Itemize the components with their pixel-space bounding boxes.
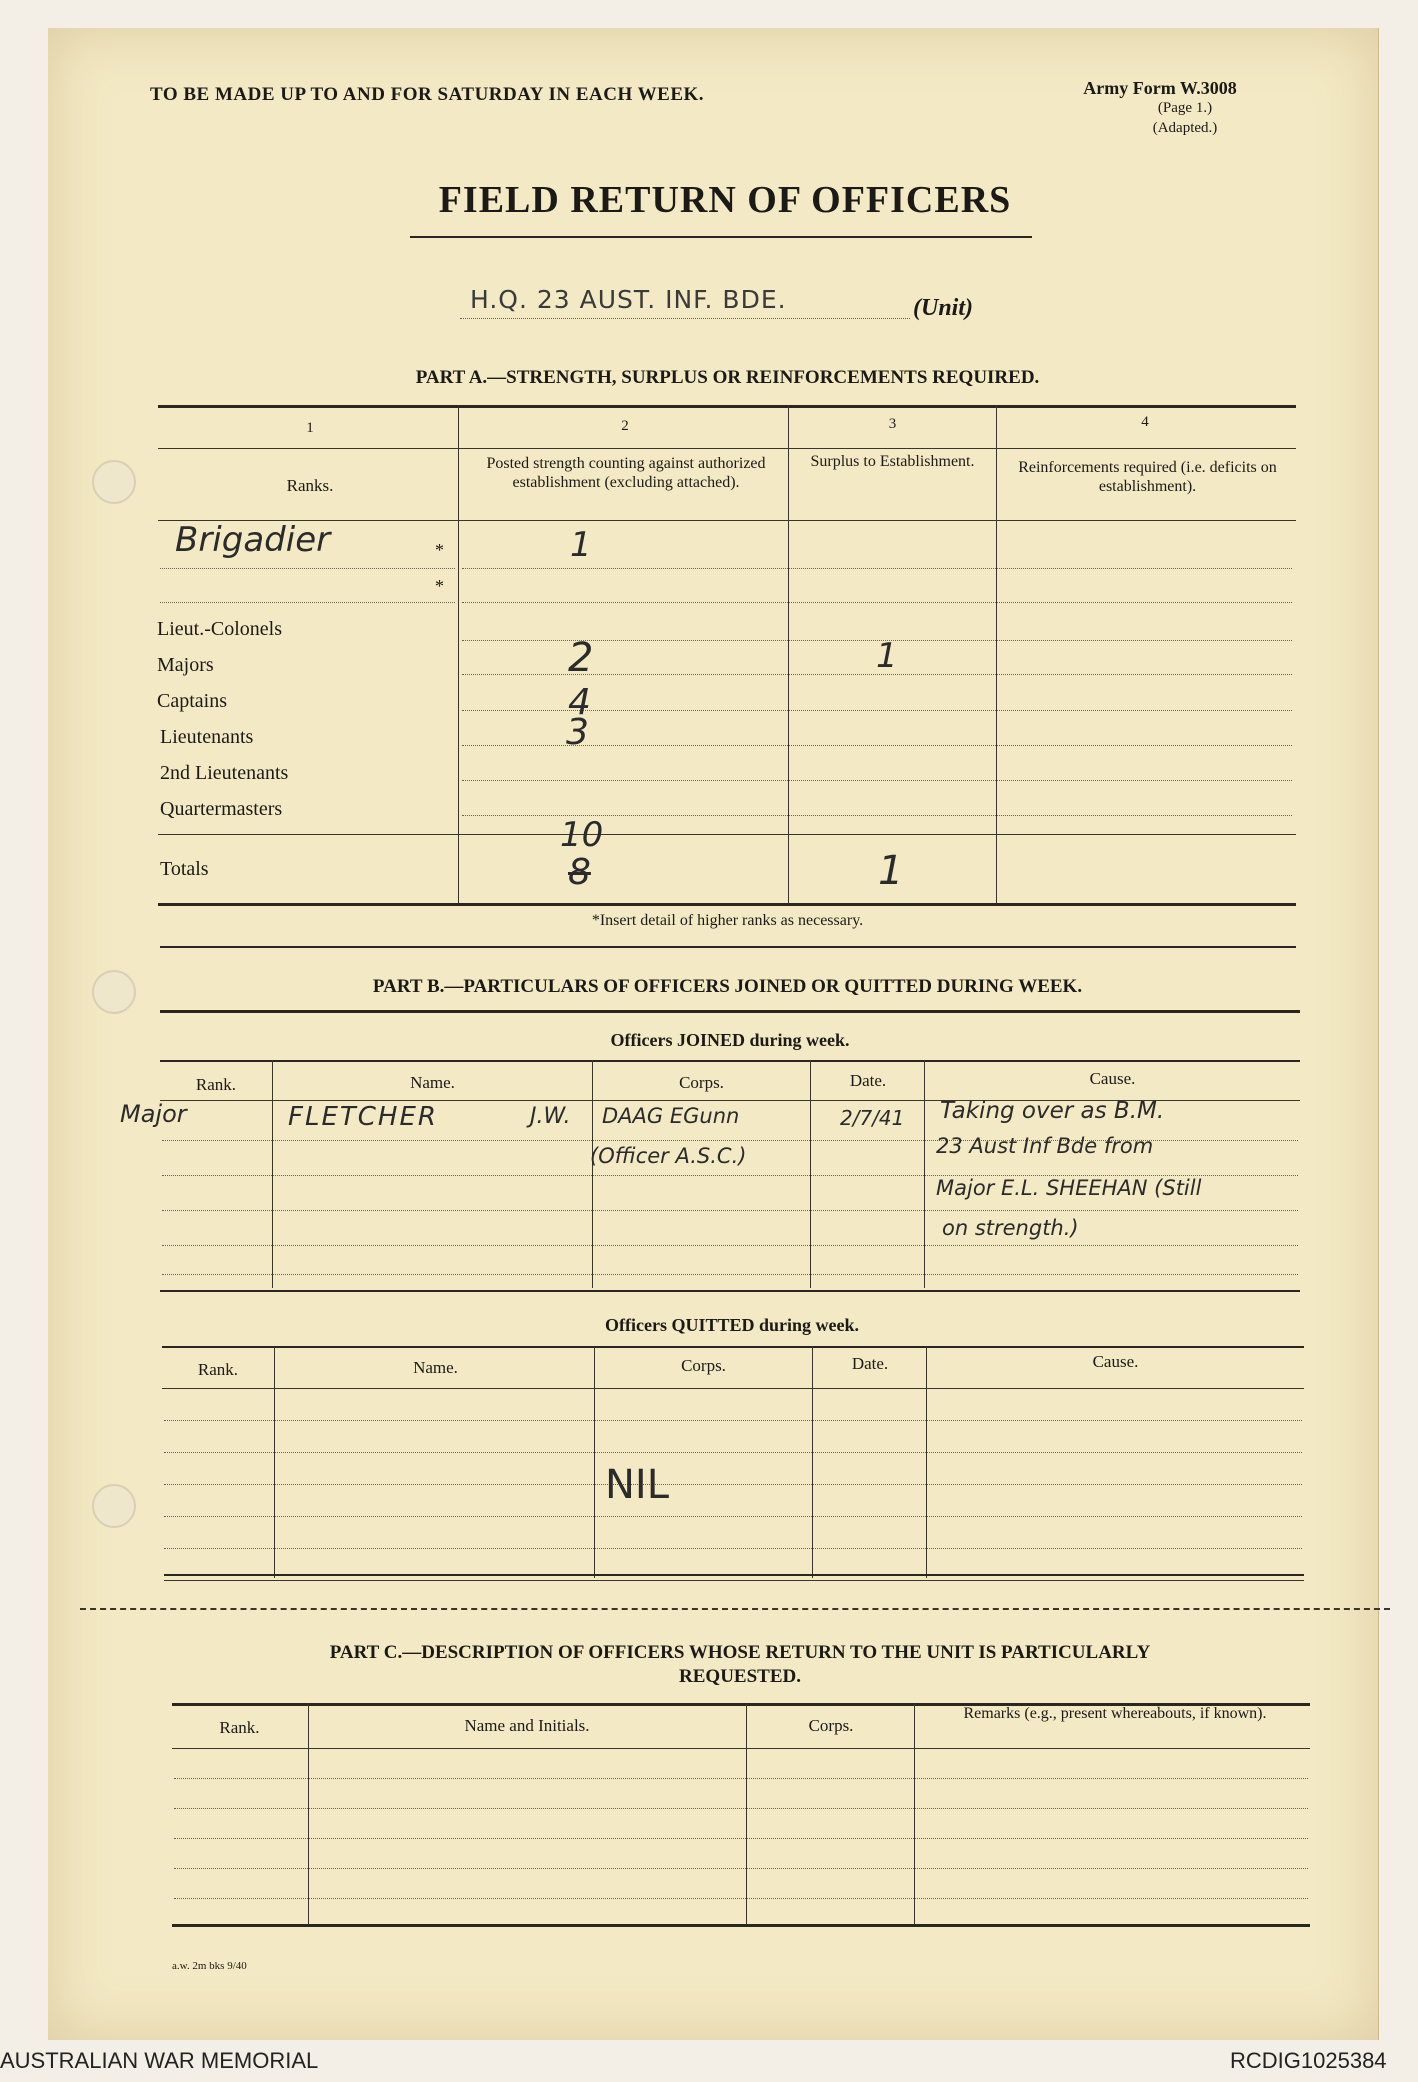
tear-line bbox=[80, 1608, 1390, 1610]
surplus-value: 1 bbox=[876, 636, 898, 676]
col-header-remarks: Remarks (e.g., present whereabouts, if known). bbox=[963, 1705, 1267, 1722]
punch-hole bbox=[92, 970, 136, 1014]
col-header-rank: Rank. bbox=[195, 1075, 237, 1094]
part-c-title-1: PART C.—DESCRIPTION OF OFFICERS WHOSE RETURN TO THE UNIT IS PARTICULARLY bbox=[329, 1642, 1151, 1663]
posted-value: 3 bbox=[566, 712, 589, 753]
posted-value: 2 bbox=[568, 635, 594, 681]
col-header-corps: Corps. bbox=[679, 1073, 724, 1092]
quitted-title: Officers QUITTED during week. bbox=[605, 1315, 859, 1335]
archive-label: AUSTRALIAN WAR MEMORIAL bbox=[0, 2048, 319, 2073]
part-a-footnote: *Insert detail of higher ranks as necessary. bbox=[591, 912, 864, 929]
joined-name: FLETCHER bbox=[288, 1102, 438, 1132]
col-header-name-initials: Name and Initials. bbox=[464, 1716, 590, 1735]
rank-star: * bbox=[435, 576, 444, 596]
col-header-name: Name. bbox=[413, 1358, 458, 1377]
col-header-corps: Corps. bbox=[808, 1716, 854, 1735]
joined-cause-1: Taking over as B.M. bbox=[940, 1098, 1165, 1124]
archive-id: RCDIG1025384 bbox=[1230, 2048, 1387, 2073]
col-header-posted: Posted strength counting against authorized establishment (excluding attached). bbox=[486, 455, 766, 491]
col-number: 3 bbox=[888, 416, 897, 432]
col-header-rank: Rank. bbox=[197, 1360, 239, 1379]
joined-date: 2/7/41 bbox=[840, 1106, 905, 1130]
form-page: (Page 1.) bbox=[1157, 100, 1213, 116]
joined-corps-2: (Officer A.S.C.) bbox=[590, 1144, 747, 1168]
col-header-date: Date. bbox=[849, 1071, 887, 1090]
joined-rank: Major bbox=[120, 1100, 187, 1128]
totals-posted-struck: 8 bbox=[568, 852, 591, 893]
col-number: 2 bbox=[621, 418, 629, 434]
col-header-corps: Corps. bbox=[681, 1356, 726, 1375]
rank-label: Captains bbox=[157, 690, 227, 712]
quitted-nil: NIL bbox=[605, 1462, 670, 1508]
col-number: 4 bbox=[1141, 414, 1149, 430]
form-number: Army Form W.3008 bbox=[1083, 78, 1237, 98]
form-adapted: (Adapted.) bbox=[1152, 120, 1218, 136]
punch-hole bbox=[92, 1484, 136, 1528]
totals-surplus: 1 bbox=[878, 848, 904, 894]
rank-label: Lieut.-Colonels bbox=[157, 618, 282, 640]
col-header-cause: Cause. bbox=[1089, 1069, 1136, 1088]
unit-label: (Unit) bbox=[913, 295, 973, 321]
totals-posted: 10 bbox=[560, 815, 604, 855]
joined-cause-2: 23 Aust Inf Bde from bbox=[936, 1134, 1154, 1158]
punch-hole bbox=[92, 460, 136, 504]
col-header-cause: Cause. bbox=[1092, 1352, 1139, 1371]
col-number: 1 bbox=[306, 420, 314, 436]
rank-label: 2nd Lieutenants bbox=[160, 762, 289, 784]
posted-value: 1 bbox=[570, 525, 592, 565]
page-title: FIELD RETURN OF OFFICERS bbox=[438, 179, 1012, 221]
totals-label: Totals bbox=[160, 858, 209, 880]
rank-label: Lieutenants bbox=[160, 726, 254, 748]
col-header-ranks: Ranks. bbox=[286, 476, 334, 495]
col-header-surplus: Surplus to Establishment. bbox=[810, 453, 975, 470]
print-code: a.w. 2m bks 9/40 bbox=[172, 1960, 247, 1972]
col-header-rank: Rank. bbox=[219, 1718, 260, 1737]
rank-label: Majors bbox=[157, 654, 214, 676]
posted-value: 4 bbox=[568, 682, 591, 723]
joined-cause-4: on strength.) bbox=[942, 1216, 1079, 1240]
col-header-name: Name. bbox=[410, 1073, 455, 1092]
col-header-date: Date. bbox=[851, 1354, 889, 1373]
unit-value: H.Q. 23 AUST. INF. BDE. bbox=[470, 285, 787, 314]
joined-corps-1: DAAG EGunn bbox=[602, 1104, 740, 1128]
part-b-title: PART B.—PARTICULARS OF OFFICERS JOINED OR QUITTED DURING WEEK. bbox=[372, 976, 1083, 997]
part-a-title: PART A.—STRENGTH, SURPLUS OR REINFORCEMENTS REQUIRED. bbox=[415, 367, 1040, 388]
rank-star: * bbox=[435, 540, 444, 560]
joined-initials: J.W. bbox=[530, 1104, 571, 1129]
joined-cause-3: Major E.L. SHEEHAN (Still bbox=[936, 1176, 1202, 1200]
part-c-title-2: REQUESTED. bbox=[679, 1666, 801, 1687]
joined-title: Officers JOINED during week. bbox=[610, 1030, 850, 1050]
rank-label: Quartermasters bbox=[160, 798, 283, 820]
col-header-reinforcements: Reinforcements required (i.e. deficits on establishment). bbox=[1018, 459, 1277, 495]
instruction-text: TO BE MADE UP TO AND FOR SATURDAY IN EACH WEEK. bbox=[150, 84, 705, 105]
rank-handwritten: Brigadier bbox=[175, 520, 331, 560]
